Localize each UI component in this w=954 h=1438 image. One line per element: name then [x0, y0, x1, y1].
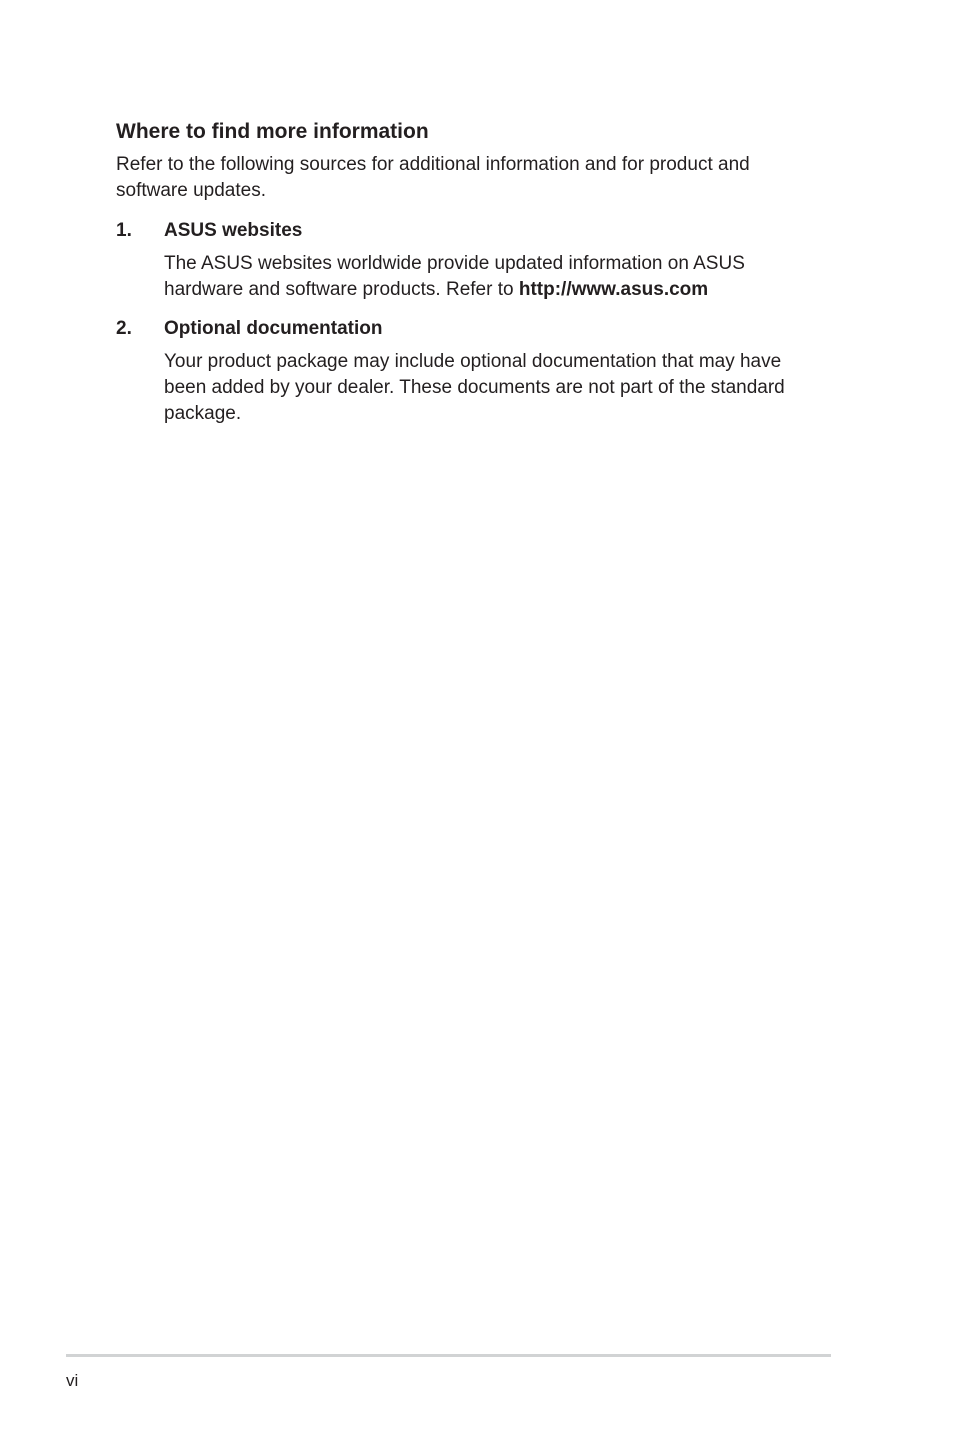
- item-number-1: 1.: [116, 220, 132, 241]
- item-heading-optional-documentation: Optional documentation: [164, 318, 383, 339]
- item-body-text: The ASUS websites worldwide provide updated information on ASUS hardware and software products. Refer to: [164, 253, 745, 300]
- item-number-2: 2.: [116, 318, 132, 339]
- footer-divider: [66, 1354, 831, 1357]
- item-heading-asus-websites: ASUS websites: [164, 220, 303, 241]
- asus-website-link[interactable]: http://www.asus.com: [518, 279, 709, 300]
- item-body-asus-websites: [164, 251, 824, 303]
- section-title: Where to find more information: [116, 120, 429, 143]
- intro-paragraph: Refer to the following sources for additional information and for product and software updates.: [116, 154, 750, 201]
- page-number: vi: [66, 1371, 79, 1390]
- item-body-optional-documentation: Your product package may include optional documentation that may have been added by your dealer. These documents are not part of the standard package.: [164, 351, 785, 424]
